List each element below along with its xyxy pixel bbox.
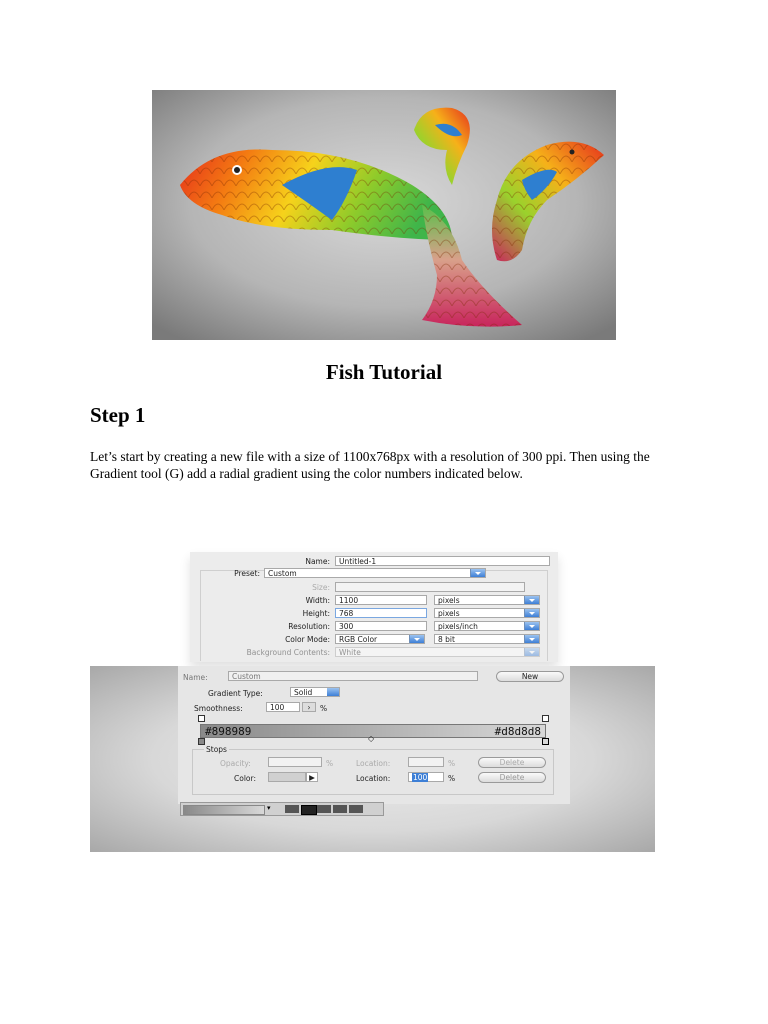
background-contents-label: Background Contents:: [246, 648, 330, 657]
resolution-unit-select[interactable]: [434, 621, 540, 631]
width-unit-value: pixels: [438, 596, 460, 605]
width-field[interactable]: 1100: [335, 595, 427, 605]
smoothness-stepper[interactable]: ›: [302, 702, 316, 712]
gradient-name-label: Name:: [183, 673, 208, 682]
bit-depth-dropdown-icon: [524, 635, 539, 643]
height-label: Height:: [302, 609, 330, 618]
preset-select[interactable]: [264, 568, 486, 578]
preset-dropdown-icon: [470, 569, 485, 577]
resolution-unit-value: pixels/inch: [438, 622, 478, 631]
document-title: Fish Tutorial: [325, 360, 443, 384]
color-swatch[interactable]: [268, 772, 306, 782]
background-contents-select[interactable]: [335, 647, 540, 657]
name-field[interactable]: Untitled-1: [335, 556, 550, 566]
color-menu-arrow-icon[interactable]: ▶: [306, 772, 318, 782]
resolution-label: Resolution:: [288, 622, 330, 631]
bit-depth-value: 8 bit: [438, 635, 455, 644]
gradient-editor-image: [90, 666, 655, 852]
color-location-value: 100: [413, 773, 428, 782]
resolution-unit-dropdown-icon: [524, 622, 539, 630]
color-location-unit: %: [448, 774, 456, 783]
color-label: Color:: [234, 774, 256, 783]
smoothness-unit: %: [320, 704, 328, 713]
height-unit-select[interactable]: [434, 608, 540, 618]
opacity-location-label: Location:: [356, 759, 391, 768]
opacity-location-unit: %: [448, 759, 456, 768]
opacity-unit: %: [326, 759, 334, 768]
gradient-picker-dropdown-icon[interactable]: ▾: [267, 804, 271, 812]
resolution-field[interactable]: 300: [335, 621, 427, 631]
midpoint-diamond-icon[interactable]: ◇: [368, 734, 375, 743]
background-contents-value: White: [339, 648, 361, 657]
gradient-start-color-label: #898989: [205, 725, 252, 738]
color-mode-select[interactable]: [335, 634, 425, 644]
reflected-gradient-icon[interactable]: [333, 805, 347, 813]
width-unit-dropdown-icon: [524, 596, 539, 604]
height-unit-dropdown-icon: [524, 609, 539, 617]
stops-label: Stops: [206, 745, 227, 754]
bit-depth-select[interactable]: [434, 634, 540, 644]
opacity-field[interactable]: [268, 757, 322, 767]
diamond-gradient-icon[interactable]: [349, 805, 363, 813]
angle-gradient-icon[interactable]: [317, 805, 331, 813]
delete-color-stop-button[interactable]: Delete: [478, 772, 546, 783]
preset-label: Preset:: [234, 569, 260, 578]
gradient-type-label: Gradient Type:: [208, 689, 263, 698]
radial-gradient-icon[interactable]: [301, 805, 317, 815]
height-field[interactable]: 768: [335, 608, 427, 618]
color-mode-value: RGB Color: [339, 635, 378, 644]
opacity-location-field[interactable]: [408, 757, 444, 767]
gradient-type-value: Solid: [294, 688, 313, 697]
delete-opacity-stop-button[interactable]: Delete: [478, 757, 546, 768]
opacity-label: Opacity:: [220, 759, 251, 768]
smoothness-field[interactable]: 100: [266, 702, 300, 712]
gradient-type-dropdown-icon: [327, 688, 339, 696]
new-file-dialog-image: [190, 552, 558, 662]
gradient-editor-dialog: [178, 666, 570, 804]
background-dropdown-icon: [524, 648, 539, 656]
color-stop-left[interactable]: [198, 738, 205, 745]
size-label: Size:: [312, 583, 330, 592]
new-gradient-button[interactable]: New: [496, 671, 564, 682]
fish-illustration-image: [152, 90, 616, 340]
gradient-end-color-label: #d8d8d8: [494, 725, 541, 738]
gradient-options-toolbar: [180, 802, 384, 816]
opacity-stop-left[interactable]: [198, 715, 205, 722]
step-heading: Step 1: [90, 403, 146, 427]
color-location-field[interactable]: [408, 772, 444, 782]
gradient-type-select[interactable]: [290, 687, 340, 697]
height-unit-value: pixels: [438, 609, 460, 618]
step-paragraph: Let’s start by creating a new file with a size of 1100x768px with a resolution of 300 ppi. Then using the Gradient tool (G) add a radial gradient using the color numbers indicated below.: [90, 449, 650, 481]
preset-value: Custom: [268, 569, 297, 578]
width-unit-select[interactable]: [434, 595, 540, 605]
color-mode-label: Color Mode:: [285, 635, 330, 644]
linear-gradient-icon[interactable]: [285, 805, 299, 813]
width-label: Width:: [305, 596, 330, 605]
gradient-picker[interactable]: [183, 805, 265, 815]
color-mode-dropdown-icon: [409, 635, 424, 643]
name-label: Name:: [305, 557, 330, 566]
opacity-stop-right[interactable]: [542, 715, 549, 722]
gradient-name-field[interactable]: Custom: [228, 671, 478, 681]
color-location-label: Location:: [356, 774, 391, 783]
color-stop-right[interactable]: [542, 738, 549, 745]
size-select: [335, 582, 525, 592]
smoothness-label: Smoothness:: [194, 704, 243, 713]
